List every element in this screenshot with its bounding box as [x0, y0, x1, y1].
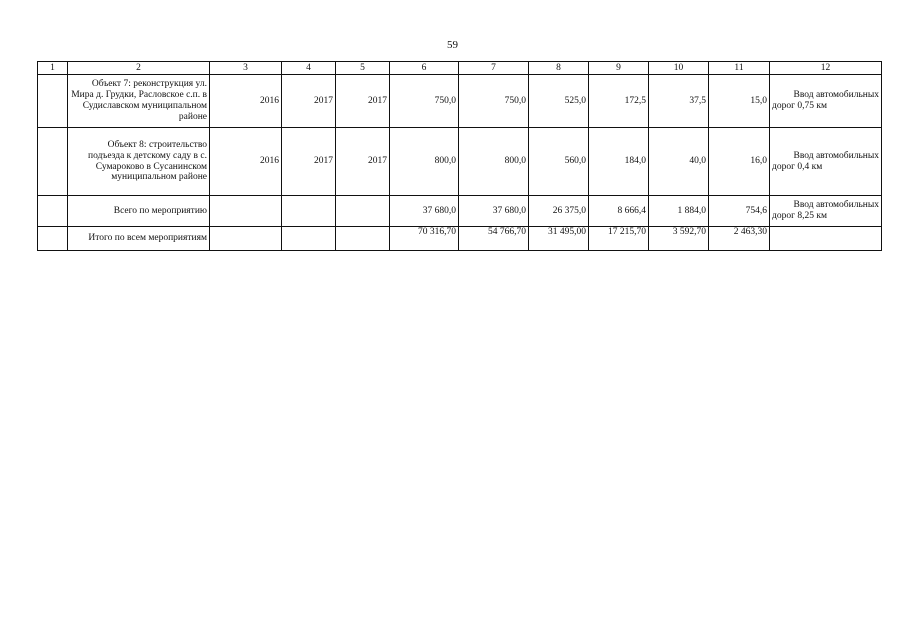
column-header: 6: [390, 62, 459, 75]
value-cell: 754,6: [709, 196, 770, 227]
table-row: [38, 128, 882, 196]
value-cell: 560,0: [529, 128, 589, 196]
column-header: 12: [770, 62, 882, 75]
table-row: [38, 75, 882, 128]
value-cell: 15,0: [709, 75, 770, 128]
column-header: 2: [68, 62, 210, 75]
column-header: 11: [709, 62, 770, 75]
value-cell: 750,0: [459, 75, 529, 128]
row-number-cell: [38, 128, 68, 196]
subtotal-row: [38, 196, 882, 227]
row-number-cell: [38, 75, 68, 128]
value-cell: 800,0: [459, 128, 529, 196]
value-cell: 31 495,00: [529, 227, 589, 251]
year-cell: 2017: [336, 128, 390, 196]
note-cell: [770, 227, 882, 251]
value-cell: 40,0: [649, 128, 709, 196]
page-number: 59: [447, 39, 458, 51]
start-year-cell: [210, 196, 282, 227]
value-cell: 37 680,0: [459, 196, 529, 227]
column-header: 4: [282, 62, 336, 75]
budget-table: [37, 61, 882, 251]
column-header: 1: [38, 62, 68, 75]
start-year-cell: 2016: [210, 75, 282, 128]
note-cell: Ввод автомобильных дорог 0,75 км: [770, 75, 882, 128]
column-header: 9: [589, 62, 649, 75]
note-cell: Ввод автомобильных дорог 0,4 км: [770, 128, 882, 196]
total-row: [38, 227, 882, 251]
value-cell: 54 766,70: [459, 227, 529, 251]
start-year-cell: [210, 227, 282, 251]
end-year-cell: 2017: [282, 128, 336, 196]
value-cell: 16,0: [709, 128, 770, 196]
column-header: 10: [649, 62, 709, 75]
row-number-cell: [38, 196, 68, 227]
row-number-cell: [38, 227, 68, 251]
column-header: 7: [459, 62, 529, 75]
column-header: 8: [529, 62, 589, 75]
value-cell: 70 316,70: [390, 227, 459, 251]
column-header: 5: [336, 62, 390, 75]
value-cell: 750,0: [390, 75, 459, 128]
note-cell: Ввод автомобильных дорог 8,25 км: [770, 196, 882, 227]
value-cell: 1 884,0: [649, 196, 709, 227]
value-cell: 37,5: [649, 75, 709, 128]
value-cell: 3 592,70: [649, 227, 709, 251]
value-cell: 525,0: [529, 75, 589, 128]
value-cell: 2 463,30: [709, 227, 770, 251]
column-header: 3: [210, 62, 282, 75]
end-year-cell: [282, 227, 336, 251]
subtotal-label-cell: Всего по мероприятию: [68, 196, 210, 227]
value-cell: 26 375,0: [529, 196, 589, 227]
object-name-cell: Объект 7: реконструкция ул. Мира д. Грудки, Расловское с.п. в Судиславском муниципальном районе: [68, 75, 210, 128]
year-cell: [336, 227, 390, 251]
object-name-cell: Объект 8: строительство подъезда к детскому саду в с. Сумароково в Сусанинском муниципальном районе: [68, 128, 210, 196]
value-cell: 800,0: [390, 128, 459, 196]
end-year-cell: 2017: [282, 75, 336, 128]
start-year-cell: 2016: [210, 128, 282, 196]
year-cell: [336, 196, 390, 227]
total-label-cell: Итого по всем мероприятиям: [68, 227, 210, 251]
value-cell: 184,0: [589, 128, 649, 196]
header-row: [38, 62, 882, 75]
value-cell: 8 666,4: [589, 196, 649, 227]
value-cell: 17 215,70: [589, 227, 649, 251]
year-cell: 2017: [336, 75, 390, 128]
value-cell: 172,5: [589, 75, 649, 128]
end-year-cell: [282, 196, 336, 227]
value-cell: 37 680,0: [390, 196, 459, 227]
